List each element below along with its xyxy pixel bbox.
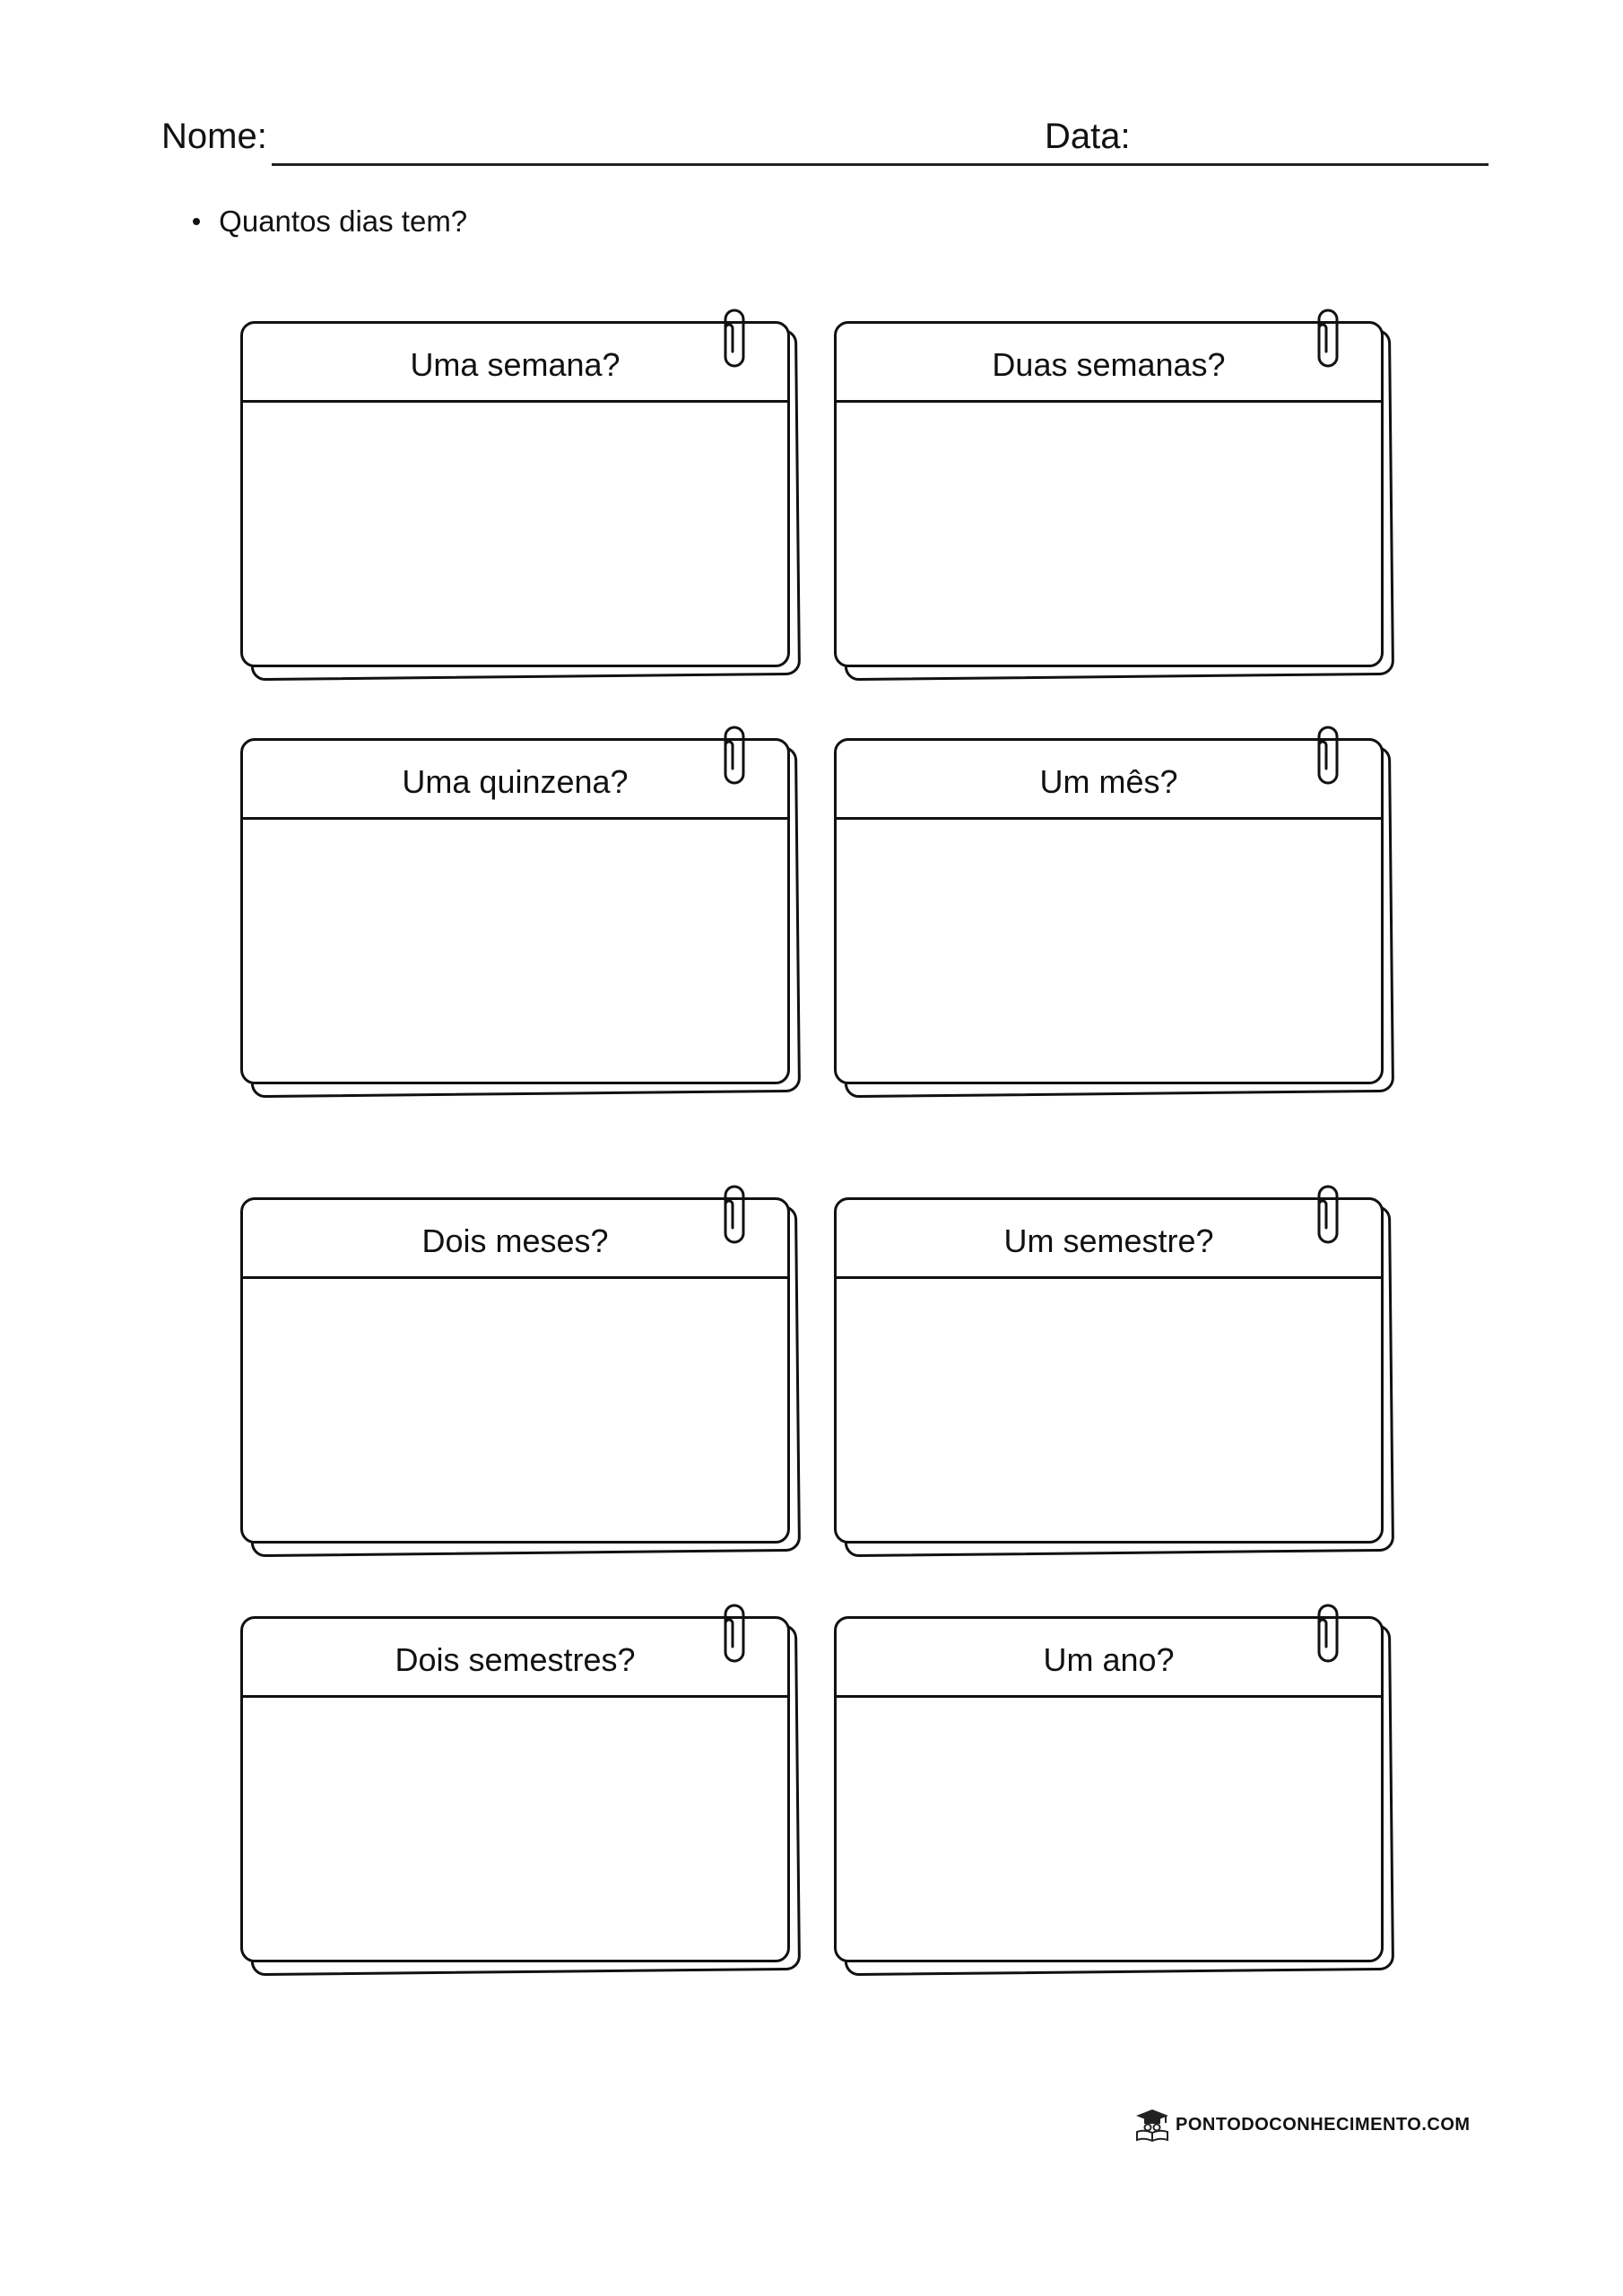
answer-area[interactable]	[243, 1279, 787, 1541]
answer-area[interactable]	[243, 820, 787, 1082]
paperclip-icon	[715, 1596, 754, 1670]
calendar-card-um-semestre	[834, 1197, 1394, 1556]
answer-area[interactable]	[837, 1279, 1381, 1541]
card-title-bar	[243, 1619, 787, 1698]
card-front-page	[834, 321, 1384, 667]
name-label: Nome:	[161, 117, 267, 156]
paperclip-icon	[1308, 718, 1348, 792]
card-title: Duas semanas?	[992, 345, 1226, 383]
calendar-card-uma-quinzena	[240, 738, 801, 1097]
calendar-card-dois-meses	[240, 1197, 801, 1556]
card-front-page	[240, 1197, 790, 1544]
card-title: Um mês?	[1039, 762, 1178, 800]
card-title-bar	[837, 324, 1381, 403]
card-front-page	[834, 738, 1384, 1084]
question-prompt	[193, 204, 467, 239]
paperclip-icon	[715, 1178, 754, 1251]
card-title-bar	[243, 324, 787, 403]
answer-area[interactable]	[837, 403, 1381, 665]
answer-area[interactable]	[837, 1698, 1381, 1960]
calendar-card-dois-semestres	[240, 1616, 801, 1975]
card-front-page	[834, 1616, 1384, 1962]
card-title: Dois semestres?	[395, 1640, 636, 1678]
card-title: Uma semana?	[410, 345, 621, 383]
calendar-card-um-ano	[834, 1616, 1394, 1975]
site-logo[interactable]	[1134, 2108, 1471, 2142]
paperclip-icon	[715, 718, 754, 792]
calendar-card-um-mes	[834, 738, 1394, 1097]
logo-text: PONTODOCONHECIMENTO.COM	[1176, 2114, 1471, 2135]
answer-area[interactable]	[243, 1698, 787, 1960]
card-title-bar	[837, 1200, 1381, 1279]
date-label: Data:	[1045, 117, 1131, 156]
card-title-bar	[837, 1619, 1381, 1698]
paperclip-icon	[1308, 1178, 1348, 1251]
calendar-card-uma-semana	[240, 321, 801, 680]
graduation-cap-book-icon	[1134, 2108, 1170, 2142]
card-title: Um ano?	[1043, 1640, 1175, 1678]
card-front-page	[240, 1616, 790, 1962]
paperclip-icon	[1308, 1596, 1348, 1670]
calendar-card-duas-semanas	[834, 321, 1394, 680]
answer-area[interactable]	[837, 820, 1381, 1082]
prompt-text: Quantos dias tem?	[219, 204, 468, 238]
card-front-page	[834, 1197, 1384, 1544]
card-title: Dois meses?	[421, 1222, 609, 1259]
worksheet-header	[161, 108, 1488, 179]
bullet-icon	[193, 218, 200, 225]
card-front-page	[240, 321, 790, 667]
card-title-bar	[243, 1200, 787, 1279]
card-title: Um semestre?	[1003, 1222, 1214, 1259]
answer-area[interactable]	[243, 403, 787, 665]
card-title-bar	[837, 741, 1381, 820]
card-title-bar	[243, 741, 787, 820]
name-date-line[interactable]	[272, 163, 1488, 166]
card-front-page	[240, 738, 790, 1084]
card-title: Uma quinzena?	[402, 762, 629, 800]
paperclip-icon	[1308, 301, 1348, 375]
paperclip-icon	[715, 301, 754, 375]
